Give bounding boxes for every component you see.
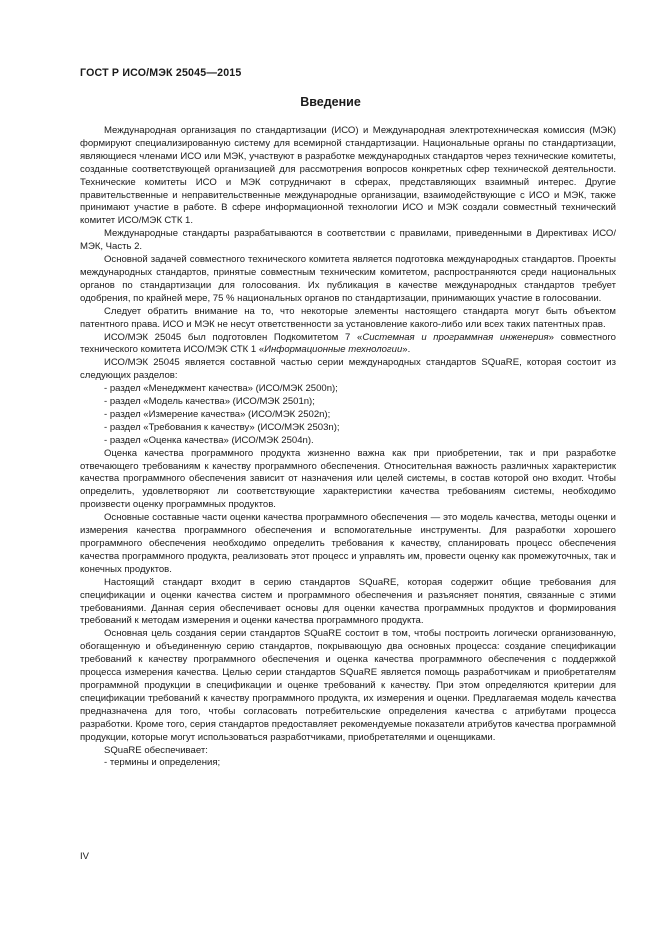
paragraph-evaluation-components: Основные составные части оценки качества программного обеспечения — это модель качества, методы оценки и измерения качества программного обеспечения и вспомогательные инструменты. Для разработки хорошего программного обеспечения необходимо определить требования к качеству, спланировать процесс обеспечения качества программного продукта, реализовать этот процесс и управлять им, провести оценку как промежуточных, так и конечных продуктов. bbox=[80, 512, 616, 575]
italic-term: Системная и программная инженерия bbox=[362, 331, 549, 343]
paragraph-standard-scope: Настоящий стандарт входит в серию стандартов SQuaRE, которая содержит общие требования для спецификации и оценки качества систем и программного обеспечения и разъясняет понятия, связанные с этими требованиями. Данная серия обеспечивает основы для оценки качества программных продуктов и формирования требований к методам измерения и оценки качества программного продукта. bbox=[80, 576, 616, 627]
text-fragment: » совместного технического комитета ИСО/МЭК СТК 1 « bbox=[80, 331, 616, 356]
list-item: - раздел «Требования к качеству» (ИСО/МЭК 2503n); bbox=[104, 421, 340, 433]
list-item: - раздел «Модель качества» (ИСО/МЭК 2501n); bbox=[104, 396, 315, 408]
list-item: - термины и определения; bbox=[104, 757, 221, 769]
paragraph-iso-iec-intro: Международная организация по стандартизации (ИСО) и Международная электротехническая комиссия (МЭК) формируют специализированную систему для всемирной стандартизации. Национальные органы по стандартизации, являющиеся членами ИСО или МЭК, участвуют в разработке международных стандартов через технические комитеты, созданные соответствующей организацией для рассмотрения вопросов конкретных сфер технической деятельности. Технические комитеты ИСО и МЭК сотрудничают в сферах, представляющих взаимный интерес. Другие правительственные и неправительственные международные организации, взаимодействующие с ИСО и МЭК, также принимают участие в работе. В сфере информационной технологии ИСО и МЭК создали совместный технический комитет ИСО/МЭК СТК 1. bbox=[80, 125, 616, 227]
document-header: ГОСТ Р ИСО/МЭК 25045—2015 bbox=[80, 67, 242, 79]
document-body bbox=[80, 125, 616, 770]
paragraph-committee-task: Основной задачей совместного технического комитета является подготовка международных стандартов. Проекты международных стандартов, принятые совместным техническим комитетом, распространяются среди национальных органов по стандартизации для голосования. Их публикация в качестве международных стандартов требует одобрения, по крайней мере, 75 % национальных органов по стандартизации, принимающих участие в голосовании. bbox=[80, 254, 616, 304]
page-number: IV bbox=[80, 851, 89, 862]
paragraph-square-goal: Основная цель создания серии стандартов SQuaRE состоит в том, чтобы построить логически организованную, обогащенную и объединенную серию стандартов, покрывающую два основных процесса: создание спецификации требований к качеству программного обеспечения и оценка качества программного обеспечения с поддержкой процесса измерения качества. Целью серии стандартов SQuaRE является помощь разработчикам и приобретателям программной продукции в спецификации и оценке требований к качеству. При этом определяются критерии для спецификации требований к качеству программного продукта, их измерения и оценки. Предлагаемая модель качества предназначена для того, чтобы согласовать потребительские определения качества с атрибутами процесса разработки. Кроме того, серия стандартов предоставляет рекомендуемые показатели атрибутов качества программной продукции, которые могут использоваться разработчиками, приобретателями и оценщиками. bbox=[80, 628, 616, 743]
italic-term: Информационные технологии bbox=[264, 344, 403, 356]
paragraph-directives: Международные стандарты разрабатываются в соответствии с правилами, приведенными в Директивах ИСО/МЭК, Часть 2. bbox=[80, 228, 616, 253]
list-item: - раздел «Оценка качества» (ИСО/МЭК 2504n). bbox=[104, 434, 314, 446]
paragraph-square-provides: SQuaRE обеспечивает: bbox=[104, 744, 208, 756]
paragraph-subcommittee bbox=[80, 332, 616, 358]
section-title: Введение bbox=[300, 95, 361, 109]
list-item: - раздел «Менеджмент качества» (ИСО/МЭК 2500n); bbox=[104, 383, 338, 395]
list-item: - раздел «Измерение качества» (ИСО/МЭК 2502n); bbox=[104, 408, 331, 420]
text-fragment: ». bbox=[402, 344, 411, 356]
text-fragment: ИСО/МЭК 25045 был подготовлен Подкомитетом 7 « bbox=[104, 331, 363, 343]
paragraph-square-series: ИСО/МЭК 25045 является составной частью серии международных стандартов SQuaRE, которая состоит из следующих разделов: bbox=[80, 357, 616, 382]
paragraph-patent-rights: Следует обратить внимание на то, что некоторые элементы настоящего стандарта могут быть объектом патентного права. ИСО и МЭК не несут ответственности за установление какого-либо или всех таких патентных прав. bbox=[80, 305, 616, 330]
paragraph-quality-evaluation: Оценка качества программного продукта жизненно важна как при приобретении, так и при разработке отвечающего требованиям к качеству программного обеспечения. Относительная важность различных характеристик качества программного обеспечения зависит от назначения или целей системы, в состав которой оно входит. Чтобы определить, удовлетворяют ли соответствующие характеристики качества требованиям системы, необходимо произвести оценку программных продуктов. bbox=[80, 447, 616, 511]
